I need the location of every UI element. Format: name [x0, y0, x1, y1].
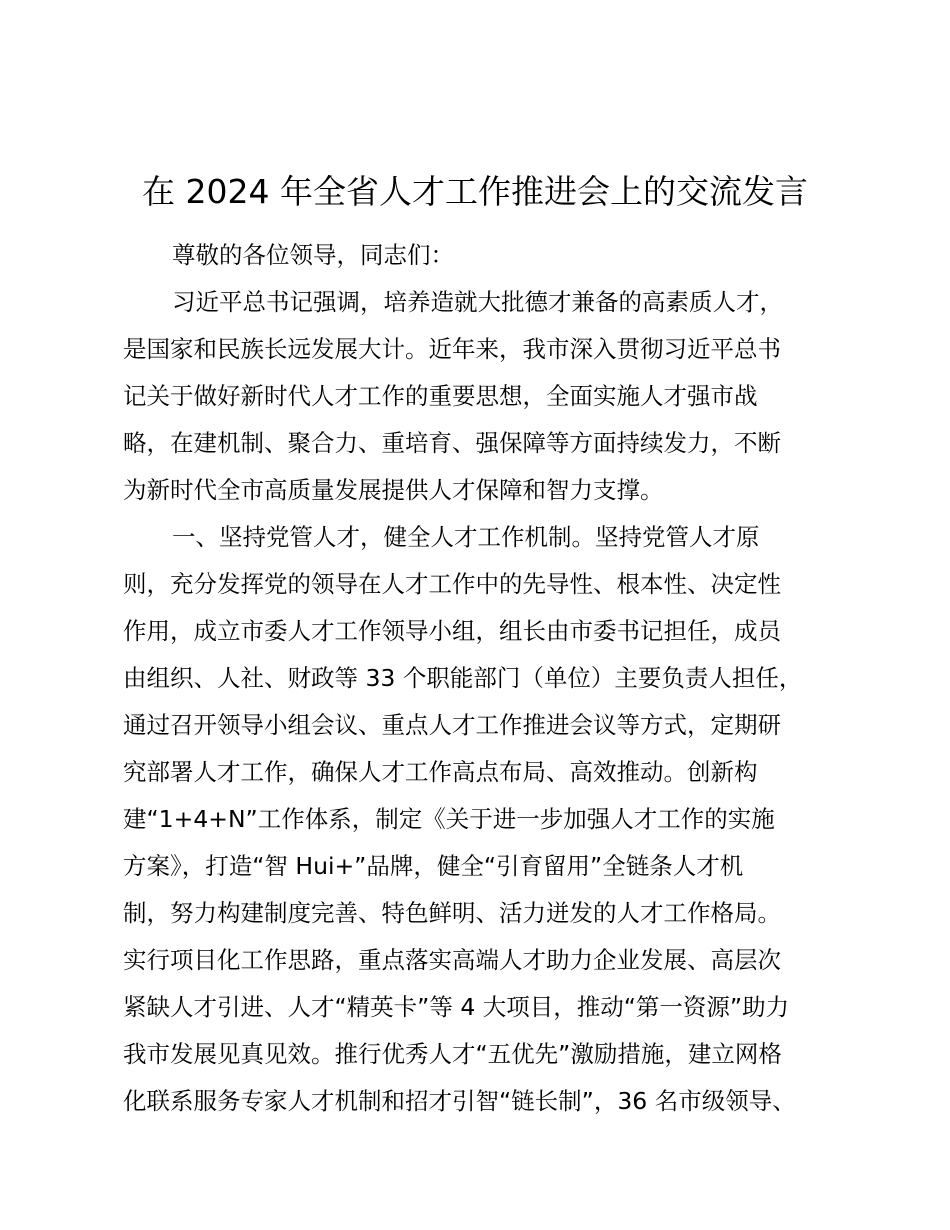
paragraph-line: 建“1+4+N”工作体系，制定《关于进一步加强人才工作的实施	[123, 805, 775, 833]
paragraph-line: 由组织、人社、财政等 33 个职能部门（单位）主要负责人担任，	[123, 664, 803, 692]
salutation-line: 尊敬的各位领导，同志们：	[172, 241, 454, 269]
paragraph-line: 作用，成立市委人才工作领导小组，组长由市委书记担任，成员	[123, 617, 781, 645]
paragraph-line: 则，充分发挥党的领导在人才工作中的先导性、根本性、决定性	[123, 570, 781, 598]
paragraph-line: 记关于做好新时代人才工作的重要思想，全面实施人才强市战	[123, 382, 758, 410]
paragraph-line: 紧缺人才引进、人才“精英卡”等 4 大项目，推动“第一资源”助力	[123, 993, 790, 1021]
paragraph-line: 制，努力构建制度完善、特色鲜明、活力迸发的人才工作格局。	[123, 899, 781, 927]
paragraph-line: 略，在建机制、聚合力、重培育、强保障等方面持续发力，不断	[123, 429, 781, 457]
paragraph-line: 是国家和民族长远发展大计。近年来，我市深入贯彻习近平总书	[123, 335, 781, 363]
document-title: 在 2024 年全省人才工作推进会上的交流发言	[142, 172, 808, 211]
paragraph-line: 实行项目化工作思路，重点落实高端人才助力企业发展、高层次	[123, 946, 781, 974]
paragraph-line: 习近平总书记强调，培养造就大批德才兼备的高素质人才，	[172, 288, 783, 316]
paragraph-line: 方案》，打造“智 Hui+”品牌，健全“引育留用”全链条人才机	[123, 852, 744, 880]
paragraph-line: 究部署人才工作，确保人才工作高点布局、高效推动。创新构	[123, 758, 758, 786]
document-body	[123, 232, 843, 1125]
paragraph-line: 为新时代全市高质量发展提供人才保障和智力支撑。	[123, 476, 664, 504]
paragraph-line: 通过召开领导小组会议、重点人才工作推进会议等方式，定期研	[123, 711, 781, 739]
paragraph-line: 我市发展见真见效。推行优秀人才“五优先”激励措施，建立网格	[123, 1040, 782, 1068]
section-heading-line: 一、坚持党管人才，健全人才工作机制。坚持党管人才原	[172, 523, 760, 551]
paragraph-line: 化联系服务专家人才机制和招才引智“链长制”，36 名市级领导、	[123, 1087, 796, 1115]
